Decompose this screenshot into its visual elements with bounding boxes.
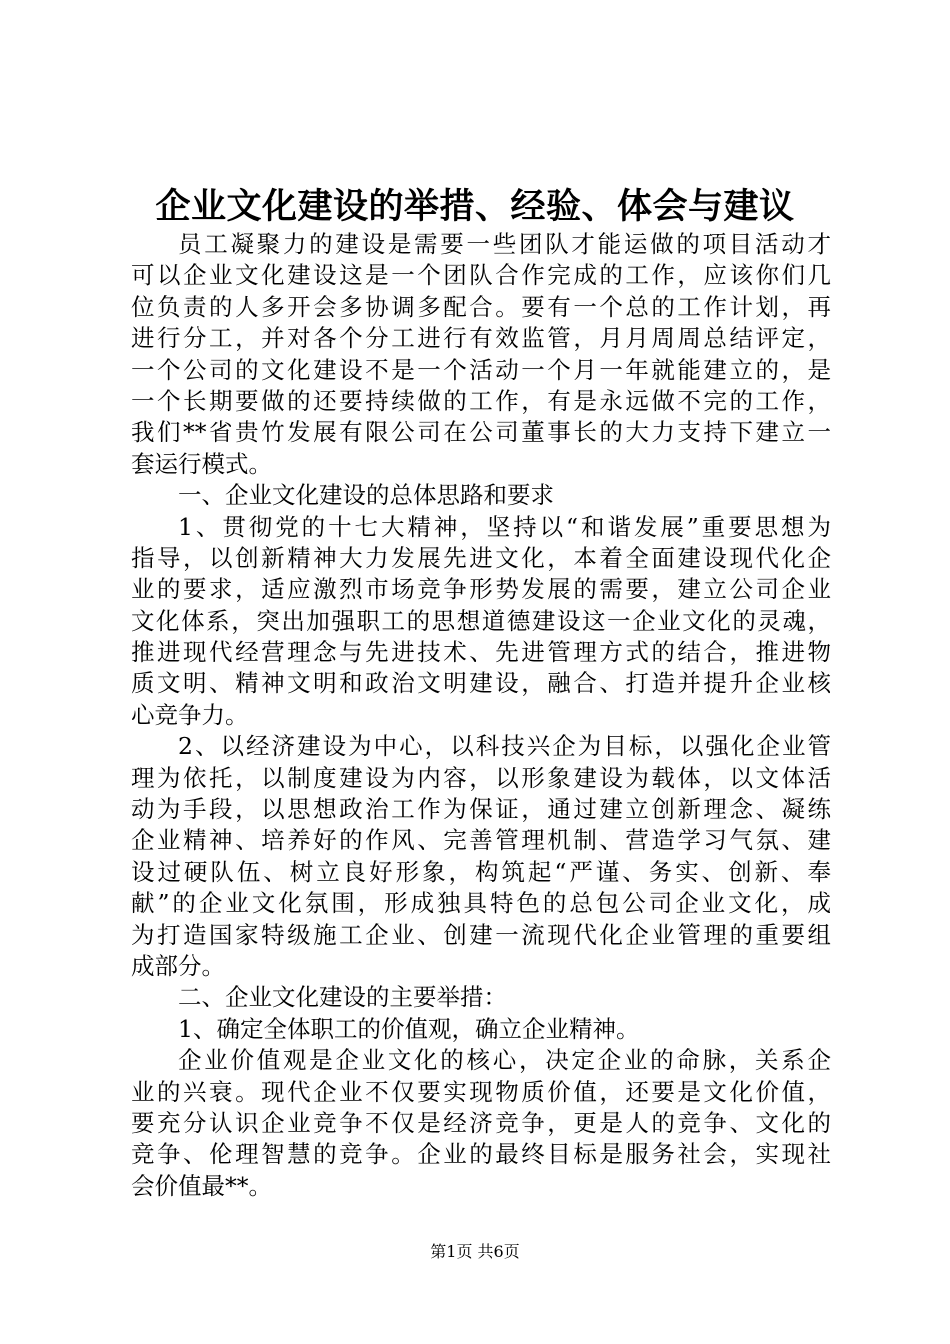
document-title: 企业文化建设的举措、经验、体会与建议	[155, 186, 795, 227]
body-line: 可以企业文化建设这是一个团队合作完成的工作，应该你们几	[131, 261, 831, 290]
body-line: 员工凝聚力的建设是需要一些团队才能运做的项目活动才	[178, 230, 831, 258]
document-body	[131, 229, 831, 1202]
body-line: 一个公司的文化建设不是一个活动一个月一年就能建立的，是	[131, 355, 831, 384]
body-line: 企业价值观是企业文化的核心，决定企业的命脉，关系企	[178, 1046, 831, 1075]
body-line: 我们**省贵竹发展有限公司在公司董事长的大力支持下建立一	[131, 418, 831, 447]
body-line: 成部分。	[131, 951, 225, 980]
body-line: 理为依托，以制度建设为内容，以形象建设为载体，以文体活	[131, 763, 831, 792]
body-line: 业的兴衰。现代企业不仅要实现物质价值，还要是文化价值，	[131, 1077, 831, 1106]
body-line: 套运行模式。	[131, 449, 272, 478]
body-line: 进行分工，并对各个分工进行有效监管，月月周周总结评定，	[131, 324, 831, 353]
body-line: 推进现代经营理念与先进技术、先进管理方式的结合，推进物	[131, 638, 831, 667]
body-line: 指导，以创新精神大力发展先进文化，本着全面建设现代化企	[131, 543, 831, 572]
body-line: 1、贯彻党的十七大精神，坚持以“和谐发展”重要思想为	[178, 512, 831, 541]
body-line: 一个长期要做的还要持续做的工作，有是永远做不完的工作，	[131, 386, 831, 415]
body-line: 为打造国家特级施工企业、创建一流现代化企业管理的重要组	[131, 920, 831, 949]
body-line: 质文明、精神文明和政治文明建设，融合、打造并提升企业核	[131, 669, 831, 698]
body-line: 竞争、伦理智慧的竞争。企业的最终目标是服务社会，实现社	[131, 1140, 831, 1169]
body-line: 文化体系，突出加强职工的思想道德建设这一企业文化的灵魂，	[131, 606, 831, 635]
body-line: 会价值最**。	[131, 1171, 272, 1200]
body-line: 要充分认识企业竞争不仅是经济竞争，更是人的竞争、文化的	[131, 1108, 831, 1137]
body-line: 企业精神、培养好的作风、完善管理机制、营造学习气氛、建	[131, 826, 831, 855]
body-line: 一、企业文化建设的总体思路和要求	[178, 481, 554, 510]
page-footer: 第1页 共6页	[430, 1242, 520, 1261]
body-line: 1、确定全体职工的价值观，确立企业精神。	[178, 1014, 640, 1043]
body-line: 2、以经济建设为中心，以科技兴企为目标，以强化企业管	[178, 732, 831, 761]
body-line: 二、企业文化建设的主要举措：	[178, 983, 507, 1012]
body-line: 设过硬队伍、树立良好形象，构筑起“严谨、务实、创新、奉	[131, 857, 831, 886]
body-line: 位负责的人多开会多协调多配合。要有一个总的工作计划，再	[131, 292, 831, 321]
body-line: 献”的企业文化氛围，形成独具特色的总包公司企业文化，成	[131, 889, 831, 918]
body-line: 心竞争力。	[131, 700, 249, 729]
body-line: 业的要求，适应激烈市场竞争形势发展的需要，建立公司企业	[131, 575, 831, 604]
body-line: 动为手段，以思想政治工作为保证，通过建立创新理念、凝练	[131, 795, 831, 824]
